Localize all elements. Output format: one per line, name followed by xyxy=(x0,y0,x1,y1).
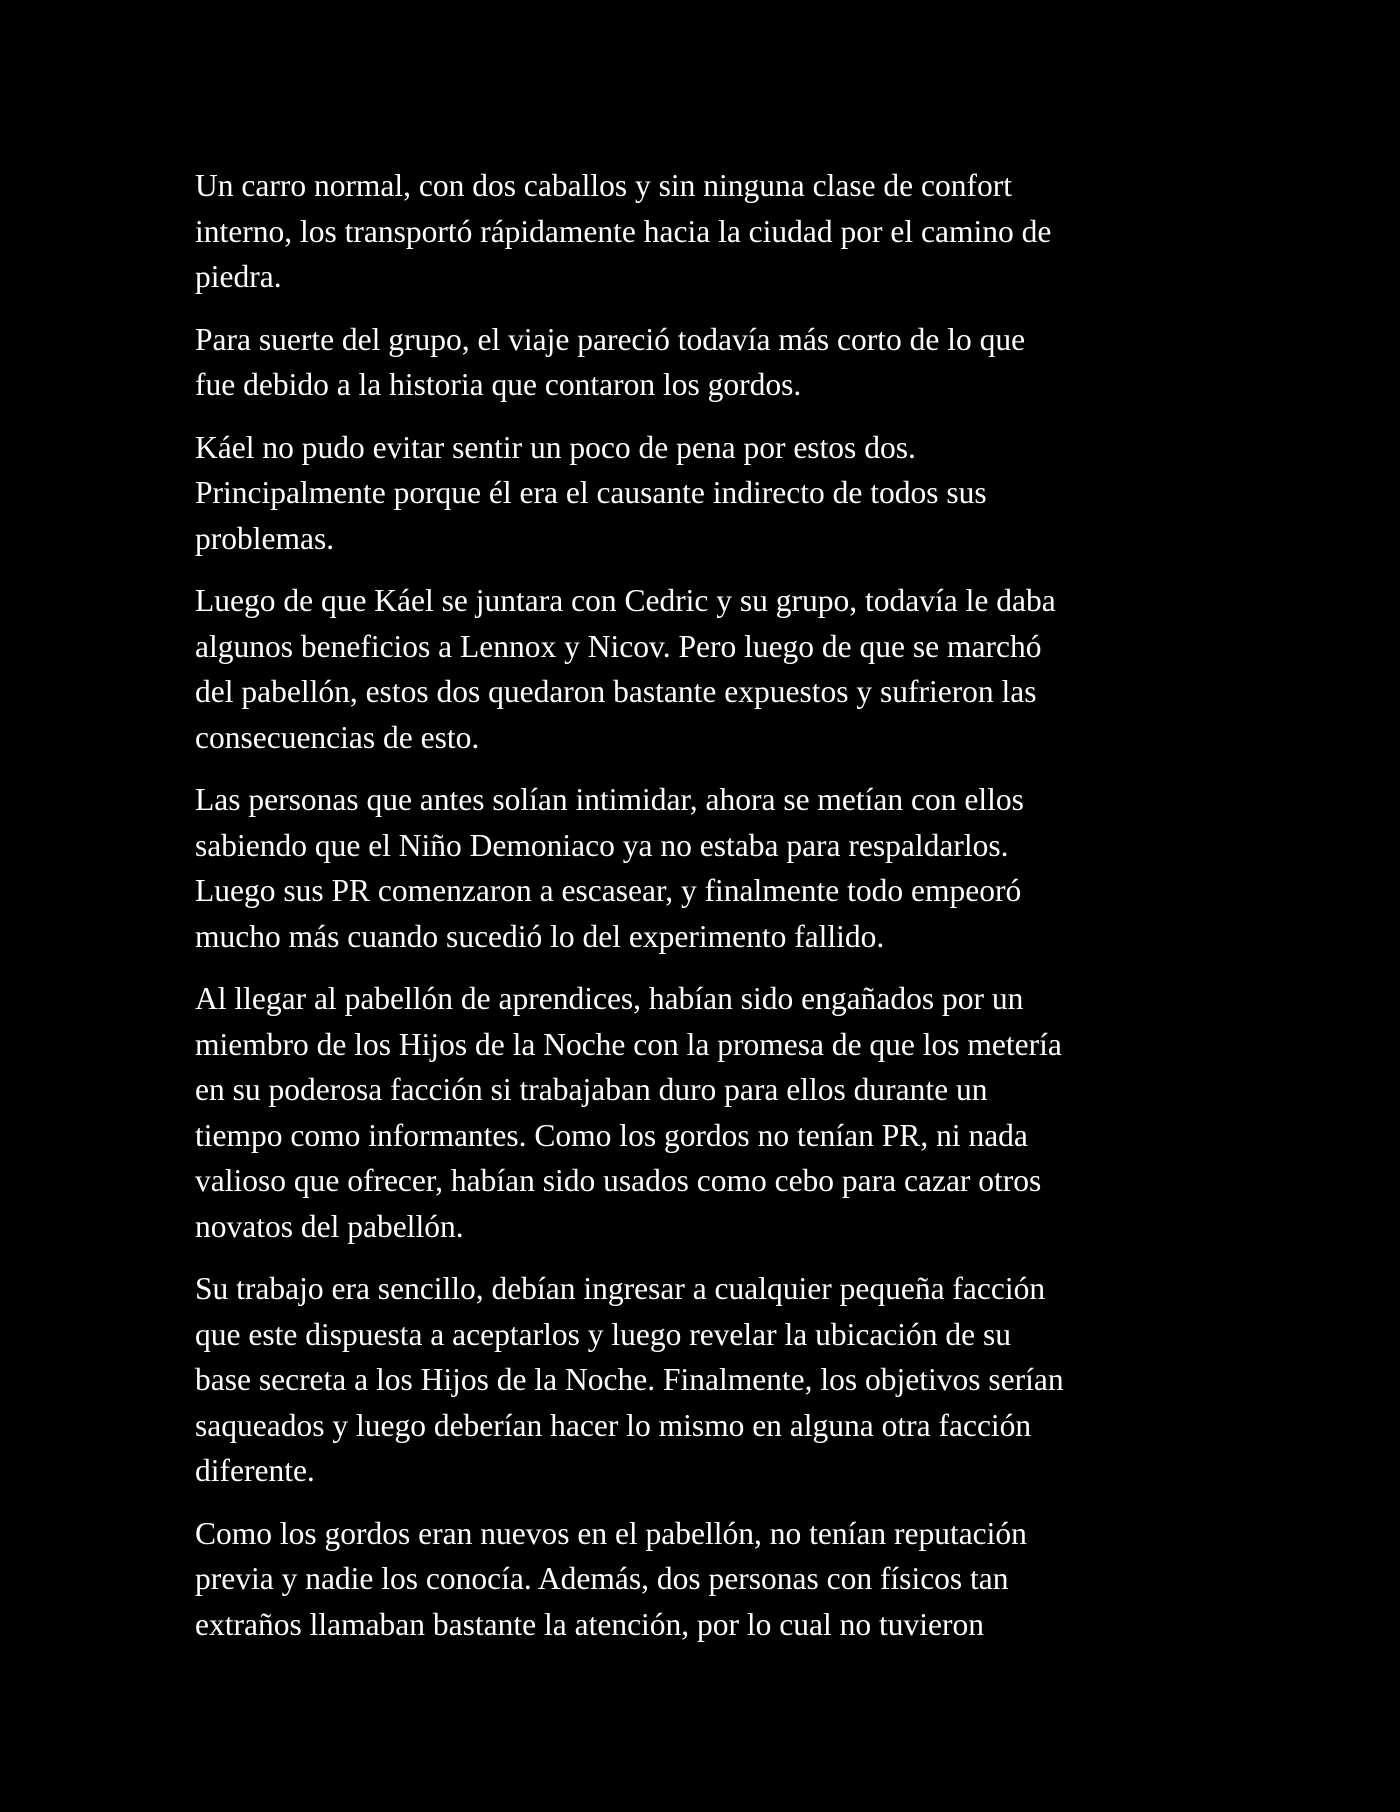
text-line: diferente. xyxy=(195,1453,315,1488)
text-line: problemas. xyxy=(195,520,335,556)
text-line: en su poderosa facción si trabajaban duro para ellos durante un xyxy=(195,1072,988,1107)
text-line: Las personas que antes solían intimidar, ahora se metían con ellos xyxy=(195,782,1024,817)
text-line: previa y nadie los conocía. Además, dos personas con físicos tan xyxy=(195,1561,1009,1596)
paragraph xyxy=(195,425,1220,562)
text-line: Para suerte del grupo, el viaje pareció todavía más corto de lo que xyxy=(195,321,1026,357)
text-line: Principalmente porque él era el causante indirecto de todos sus xyxy=(195,475,987,510)
text-line: tiempo como informantes. Como los gordos no tenían PR, ni nada xyxy=(195,1117,1028,1153)
text-line: sabiendo que el Niño Demoniaco ya no estaba para respaldarlos. xyxy=(195,827,1009,863)
text-line: del pabellón, estos dos quedaron bastante expuestos y sufrieron las xyxy=(195,674,1037,709)
paragraph xyxy=(195,1266,1220,1494)
text-line: que este dispuesta a aceptarlos y luego revelar la ubicación de su xyxy=(195,1316,1012,1352)
paragraph xyxy=(195,578,1220,760)
text-line: fue debido a la historia que contaron los gordos. xyxy=(195,367,802,402)
text-line: piedra. xyxy=(195,259,282,294)
text-line: base secreta a los Hijos de la Noche. Finalmente, los objetivos serían xyxy=(195,1362,1064,1397)
paragraph xyxy=(195,163,1220,300)
text-line: consecuencias de esto. xyxy=(195,719,480,755)
text-line: Luego sus PR comenzaron a escasear, y finalmente todo empeoró xyxy=(195,873,1022,908)
paragraph xyxy=(195,317,1220,408)
text-line: saqueados y luego deberían hacer lo mismo en alguna otra facción xyxy=(195,1407,1032,1443)
text-line: Al llegar al pabellón de aprendices, habían sido engañados por un xyxy=(195,981,1024,1016)
body-text xyxy=(195,163,1220,1664)
text-line: novatos del pabellón. xyxy=(195,1208,464,1244)
text-line: Káel no pudo evitar sentir un poco de pena por estos dos. xyxy=(195,429,916,465)
paragraph xyxy=(195,777,1220,959)
text-line: Luego de que Káel se juntara con Cedric y su grupo, todavía le daba xyxy=(195,583,1056,618)
paragraph xyxy=(195,1511,1220,1648)
text-line: miembro de los Hijos de la Noche con la promesa de que los metería xyxy=(195,1026,1062,1062)
text-line: mucho más cuando sucedió lo del experimento fallido. xyxy=(195,918,885,954)
text-line: extraños llamaban bastante la atención, por lo cual no tuvieron xyxy=(195,1606,984,1642)
text-line: Un carro normal, con dos caballos y sin ninguna clase de confort xyxy=(195,168,1013,203)
paragraph xyxy=(195,976,1220,1249)
text-line: interno, los transportó rápidamente hacia la ciudad por el camino de xyxy=(195,213,1052,249)
text-line: Como los gordos eran nuevos en el pabellón, no tenían reputación xyxy=(195,1515,1027,1551)
text-line: Su trabajo era sencillo, debían ingresar a cualquier pequeña facción xyxy=(195,1271,1046,1306)
text-line: algunos beneficios a Lennox y Nicov. Pero luego de que se marchó xyxy=(195,628,1042,664)
text-line: valioso que ofrecer, habían sido usados como cebo para cazar otros xyxy=(195,1163,1042,1198)
